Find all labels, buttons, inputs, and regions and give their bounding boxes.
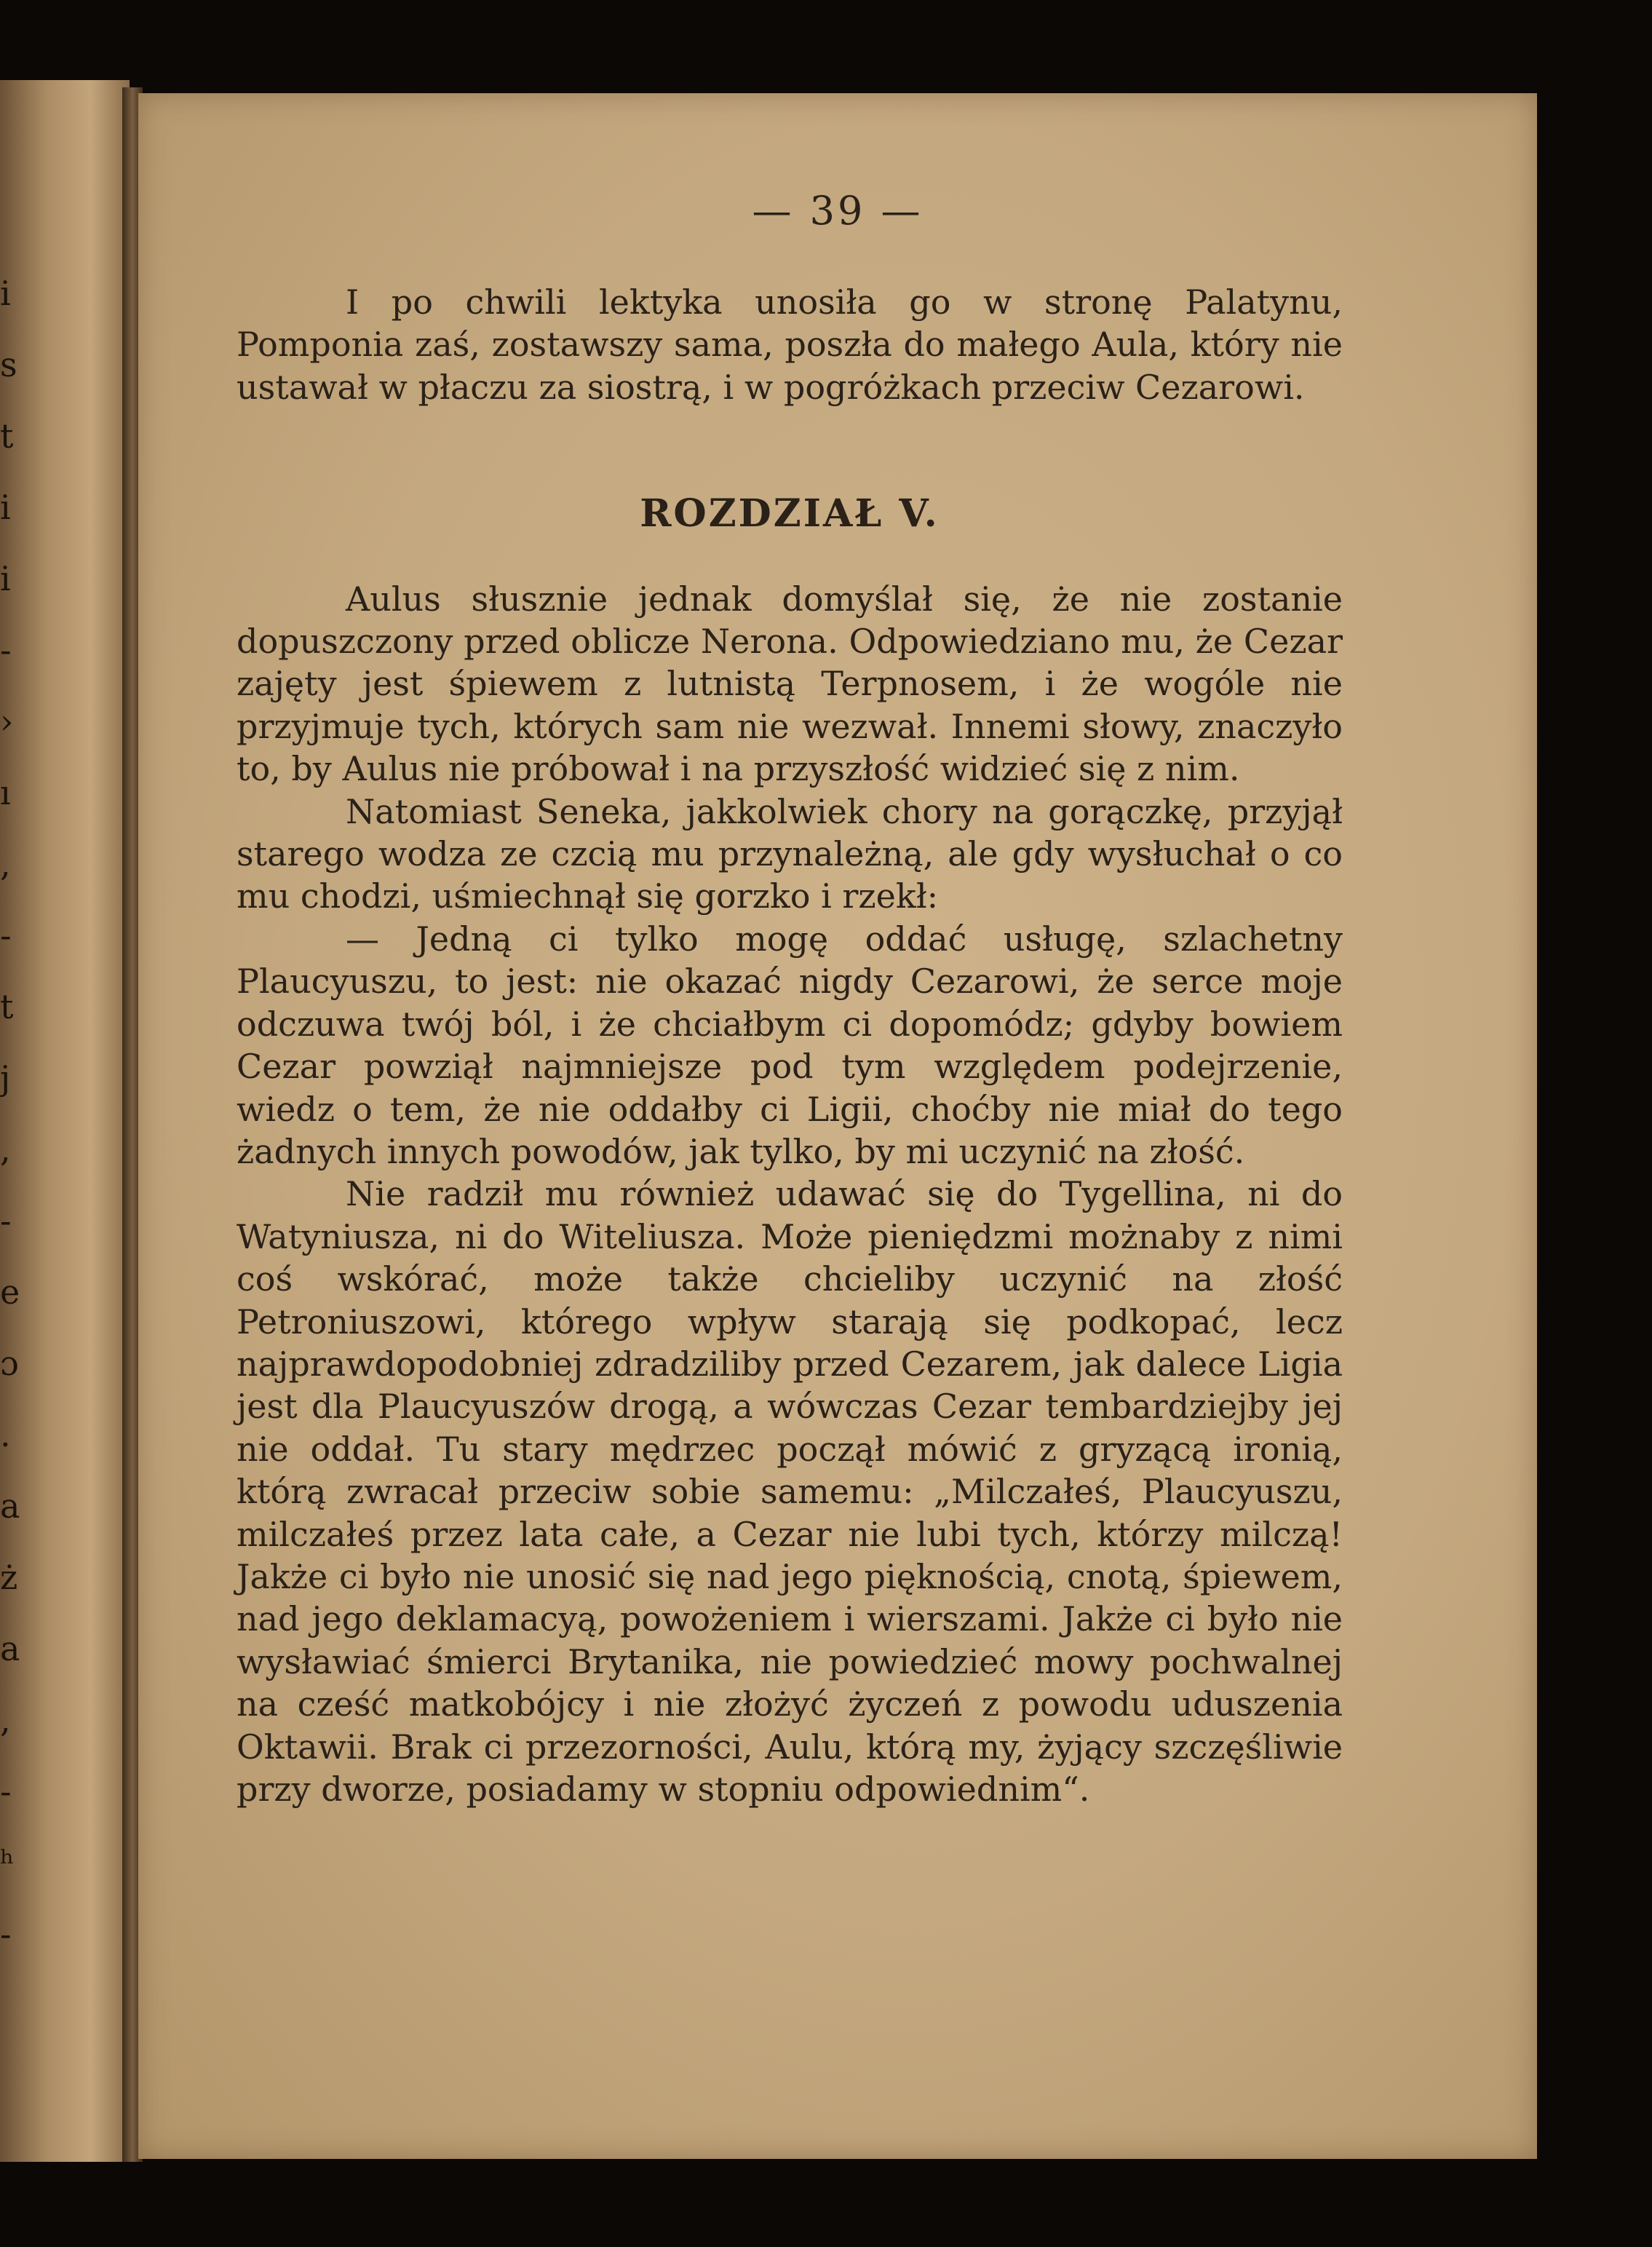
edge-mark: a: [0, 1486, 20, 1526]
paragraph: Aulus słusznie jednak domyślał się, że nie zostanie dopuszczony przed oblicze Nerona. Odpowiedziano mu, że Cezar zajęty jest śpiewem z lutnistą Terpnosem, i że wogóle nie przyjmuje tych, których sam nie wezwał. Innemi słowy, znaczyło to, by Aulus nie próbował i na przyszłość widzieć się z nim.: [237, 579, 1343, 789]
edge-mark: ›: [0, 702, 14, 741]
edge-mark: e: [0, 1272, 20, 1312]
edge-mark: ,: [0, 1700, 11, 1740]
paragraph: Natomiast Seneka, jakkolwiek chory na gorączkę, przyjął starego wodza ze czcią mu przynależną, ale gdy wysłuchał o co mu chodzi, uśmiechnął się gorzko i rzekł:: [237, 791, 1343, 916]
edge-mark: t: [0, 987, 14, 1026]
paragraph: Nie radził mu również udawać się do Tygellina, ni do Watyniusza, ni do Witeliusza. Może pieniędzmi możnaby z nimi coś wskórać, może także chcieliby uczynić na złość Petroniuszowi, którego wpływ starają się podkopać, lecz najprawdopodobniej zdradziliby przed Cezarem, jak dalece Ligia jest dla Plaucyuszów drogą, a wówczas Cezar tembardziejby jej nie oddał. Tu stary mędrzec począł mówić z gryzącą ironią, którą zwracał przeciw sobie samemu: „Milczałeś, Plaucyuszu, milczałeś przez lata całe, a Cezar nie lubi tych, którzy milczą! Jakże ci było nie unosić się nad jego pięknością, cnotą, śpiewem, nad jego deklamacyą, powożeniem i wierszami. Jakże ci było nie wysławiać śmierci Brytanika, nie powiedzieć mowy pochwalnej na cześć matkobójcy i nie złożyć życzeń z powodu uduszenia Oktawii. Brak ci przezorności, Aulu, którą my, żyjący szczęśliwie przy dworze, posiadamy w stopniu odpowiednim“.: [237, 1174, 1343, 1809]
paragraph: I po chwili lektyka unosiła go w stronę Palatynu, Pomponia zaś, zostawszy sama, poszła do małego Aula, który nie ustawał w płaczu za siostrą, i w pogróżkach przeciw Cezarowi.: [237, 282, 1343, 407]
edge-mark: i: [0, 559, 11, 598]
dialogue-paragraph: — Jedną ci tylko mogę oddać usługę, szlachetny Plaucyuszu, to jest: nie okazać nigdy Cezarowi, że serce moje odczuwa twój ból, i że chciałbym ci dopomódz; gdyby bowiem Cezar powziął najmniejsze pod tym względem podejrzenie, wiedz o tem, że nie oddałby ci Ligii, choćby nie miał do tego żadnych innych powodów, jak tylko, by mi uczynić na złość.: [237, 919, 1343, 1171]
chapter-title: ROZDZIAŁ V.: [640, 491, 940, 536]
edge-mark: ʰ: [0, 1843, 15, 1882]
edge-mark: t: [0, 416, 14, 456]
left-page-text-fragments: [0, 274, 22, 1954]
edge-mark: j: [0, 1058, 11, 1098]
edge-mark: i: [0, 274, 11, 313]
edge-mark: ɔ: [0, 1344, 19, 1383]
edge-mark: -: [0, 916, 12, 955]
page-number: — 39 —: [752, 188, 924, 234]
section-spacer: [237, 536, 1343, 578]
edge-mark: ı: [0, 773, 11, 812]
page-text: [237, 281, 1343, 1810]
edge-mark: ż: [0, 1558, 18, 1597]
edge-mark: -: [0, 1914, 12, 1954]
edge-mark: s: [0, 345, 17, 384]
edge-mark: i: [0, 488, 11, 527]
edge-mark: .: [0, 1415, 11, 1454]
edge-mark: ,: [0, 1130, 11, 1169]
edge-mark: -: [0, 630, 12, 670]
edge-mark: a: [0, 1629, 20, 1668]
book-page: [138, 93, 1537, 2159]
edge-mark: -: [0, 1201, 12, 1240]
edge-mark: ,: [0, 844, 11, 884]
section-spacer: [237, 408, 1343, 493]
edge-mark: -: [0, 1772, 12, 1811]
